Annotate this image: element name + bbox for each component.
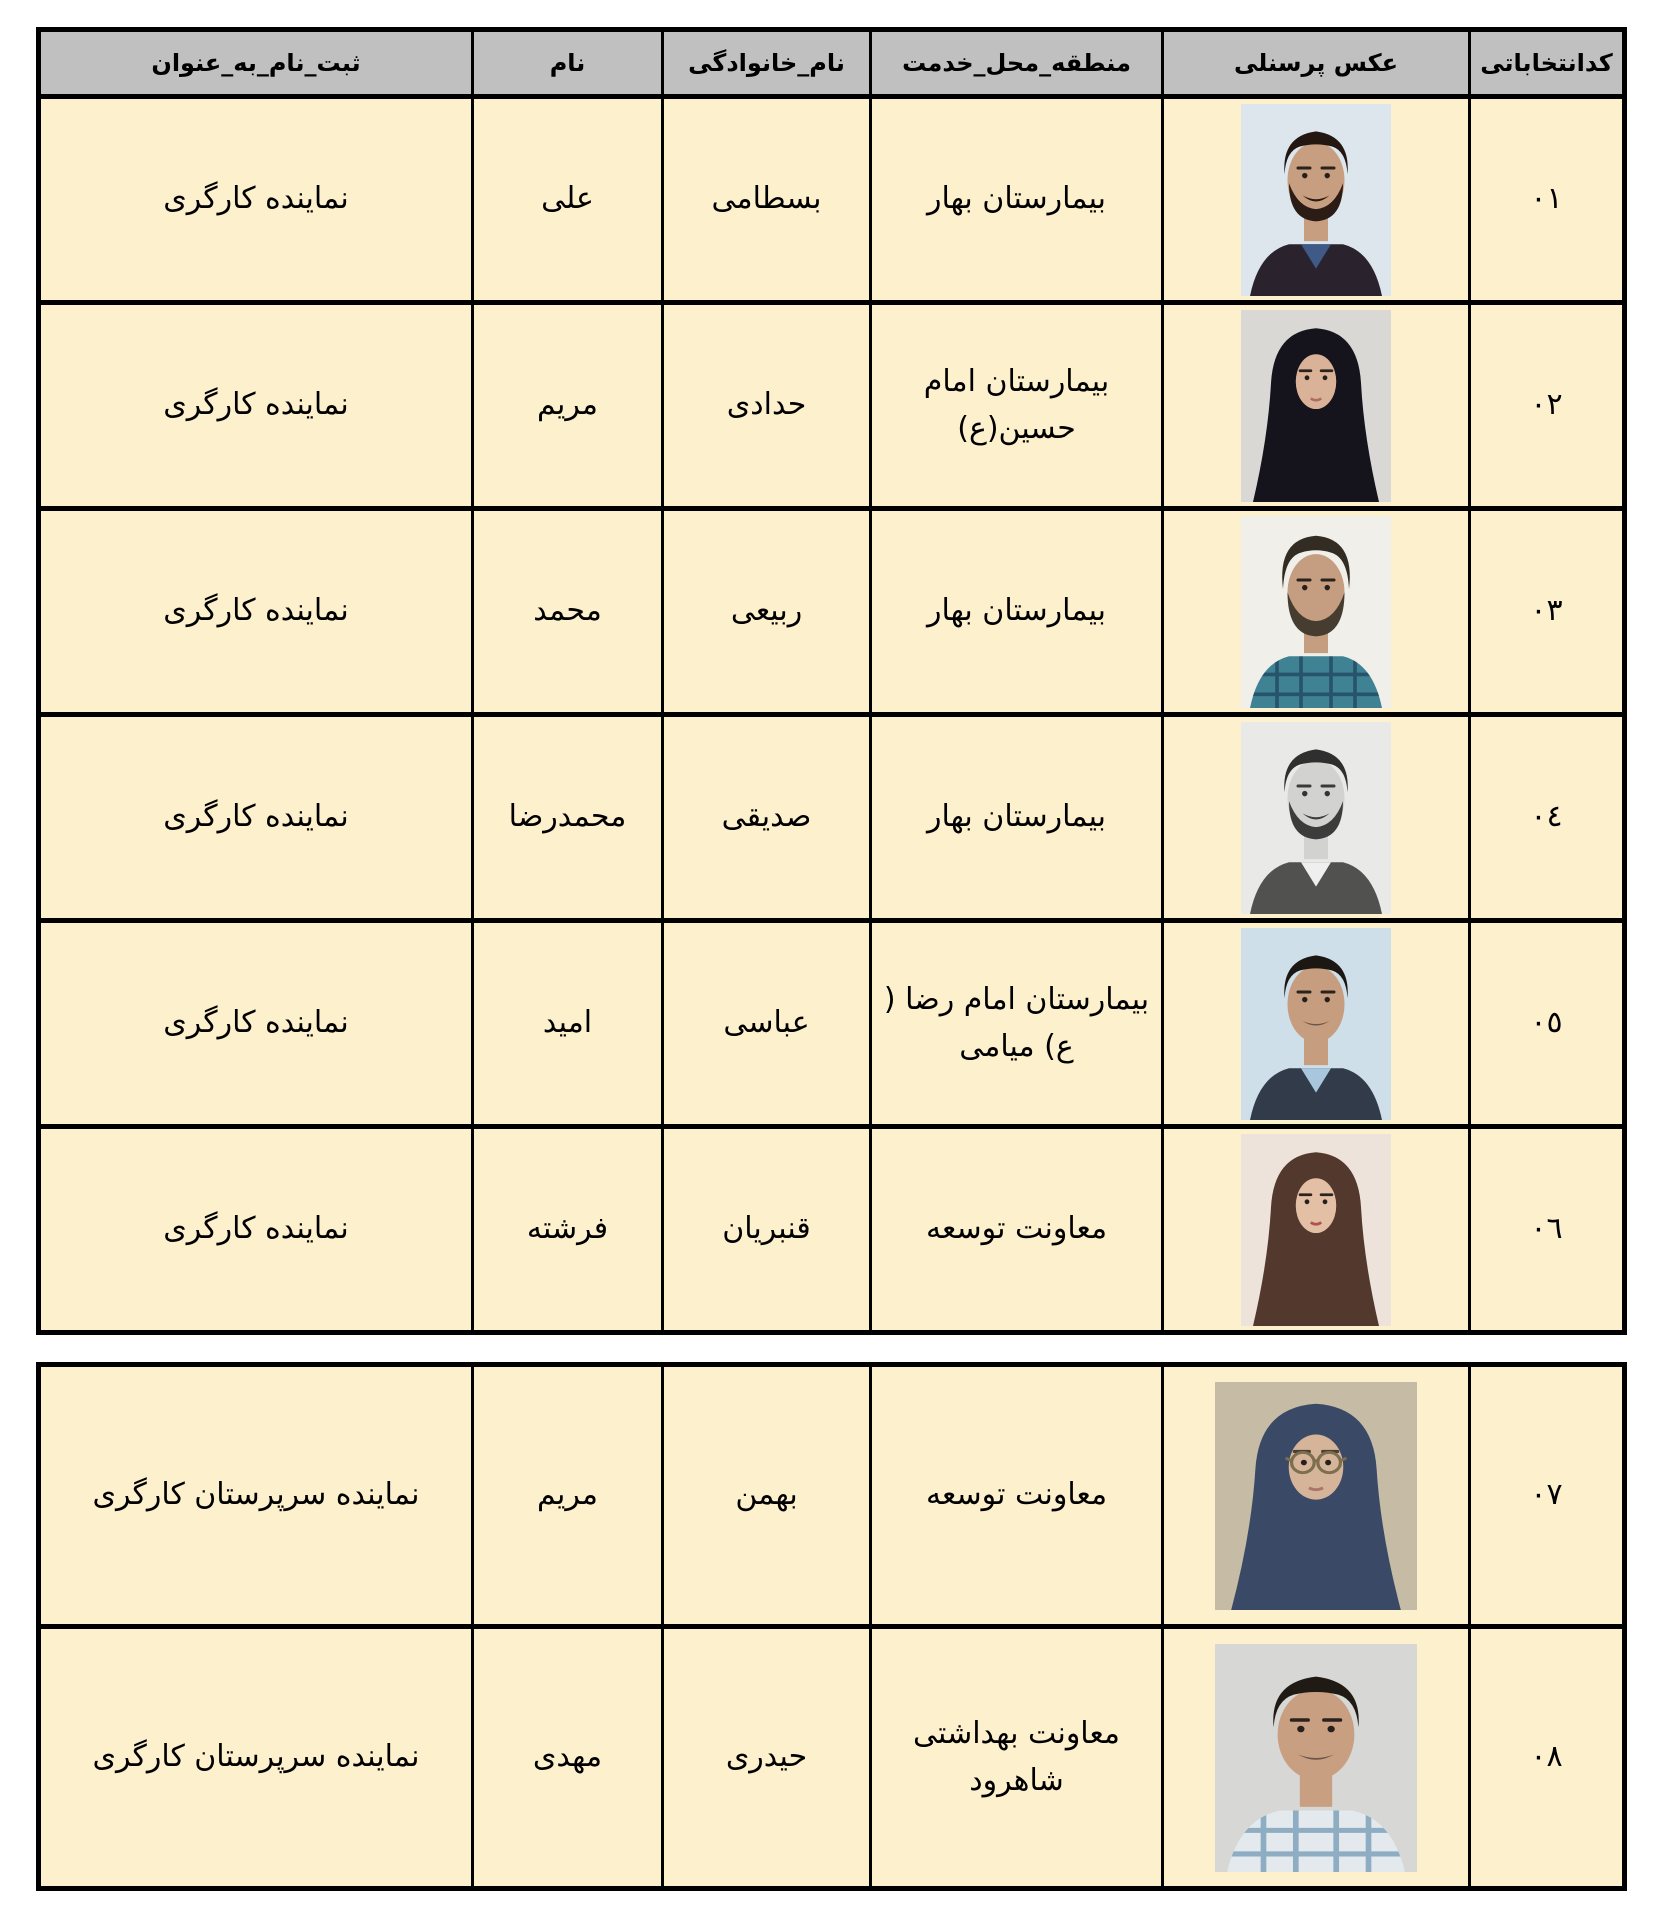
photo-cell [1163, 921, 1470, 1127]
photo-cell [1163, 97, 1470, 303]
first-name-cell: مریم [473, 303, 663, 509]
election-code-cell: ۰٦ [1470, 1127, 1625, 1333]
region-cell: معاونت توسعه [871, 1365, 1163, 1627]
header-service-region: منطقه_محل_خدمت [871, 30, 1163, 97]
photo-cell [1163, 1365, 1470, 1627]
personnel-photo [1215, 1382, 1417, 1610]
election-code-cell: ۰٤ [1470, 715, 1625, 921]
personnel-photo [1241, 722, 1391, 914]
first-name-cell: امید [473, 921, 663, 1127]
region-cell: بیمارستان بهار [871, 97, 1163, 303]
header-personnel-photo: عکس پرسنلی [1163, 30, 1470, 97]
photo-cell [1163, 1127, 1470, 1333]
region-cell: بیمارستان بهار [871, 509, 1163, 715]
header-row [39, 30, 1625, 97]
last-name-cell: بهمن [663, 1365, 871, 1627]
registered-as-cell: نماینده کارگری [39, 303, 473, 509]
photo-cell [1163, 715, 1470, 921]
region-cell: معاونت توسعه [871, 1127, 1163, 1333]
first-name-cell: فرشته [473, 1127, 663, 1333]
registered-as-cell: نماینده کارگری [39, 1127, 473, 1333]
man-portrait-illustration [1215, 1644, 1417, 1872]
table-row [39, 303, 1625, 509]
man-portrait-illustration [1241, 722, 1391, 914]
personnel-photo [1241, 104, 1391, 296]
personnel-photo [1215, 1644, 1417, 1872]
personnel-photo [1241, 928, 1391, 1120]
region-cell: بیمارستان بهار [871, 715, 1163, 921]
first-name-cell: محمدرضا [473, 715, 663, 921]
last-name-cell: حیدری [663, 1627, 871, 1889]
region-cell: بیمارستان امام رضا ( ع) میامی [871, 921, 1163, 1127]
header-first-name: نام [473, 30, 663, 97]
table-row [39, 1365, 1625, 1627]
table-row [39, 1627, 1625, 1889]
last-name-cell: عباسی [663, 921, 871, 1127]
photo-cell [1163, 509, 1470, 715]
first-name-cell: مهدی [473, 1627, 663, 1889]
registered-as-cell: نماینده کارگری [39, 921, 473, 1127]
personnel-photo [1241, 310, 1391, 502]
registration-table-1 [36, 27, 1627, 1335]
region-cell: معاونت بهداشتی شاهرود [871, 1627, 1163, 1889]
personnel-photo [1241, 516, 1391, 708]
photo-cell [1163, 303, 1470, 509]
woman-hijab-glasses-portrait-illustration [1215, 1382, 1417, 1610]
header-election-code: کدانتخاباتی [1470, 30, 1625, 97]
registered-as-cell: نماینده کارگری [39, 97, 473, 303]
woman-hijab-portrait-illustration [1241, 310, 1391, 502]
registered-as-cell: نماینده کارگری [39, 715, 473, 921]
table-row [39, 1127, 1625, 1333]
first-name-cell: علی [473, 97, 663, 303]
man-portrait-illustration [1241, 104, 1391, 296]
man-portrait-illustration [1241, 928, 1391, 1120]
last-name-cell: قنبریان [663, 1127, 871, 1333]
last-name-cell: بسطامی [663, 97, 871, 303]
man-portrait-illustration [1241, 516, 1391, 708]
header-registered-as: ثبت_نام_به_عنوان [39, 30, 473, 97]
table-row [39, 97, 1625, 303]
registered-as-cell: نماینده سرپرستان کارگری [39, 1627, 473, 1889]
registered-as-cell: نماینده سرپرستان کارگری [39, 1365, 473, 1627]
table-row [39, 509, 1625, 715]
election-code-cell: ۰٥ [1470, 921, 1625, 1127]
table-row [39, 921, 1625, 1127]
registered-as-cell: نماینده کارگری [39, 509, 473, 715]
first-name-cell: مریم [473, 1365, 663, 1627]
header-last-name: نام_خانوادگی [663, 30, 871, 97]
last-name-cell: حدادی [663, 303, 871, 509]
first-name-cell: محمد [473, 509, 663, 715]
election-code-cell: ۰۸ [1470, 1627, 1625, 1889]
photo-cell [1163, 1627, 1470, 1889]
last-name-cell: ربیعی [663, 509, 871, 715]
personnel-photo [1241, 1134, 1391, 1326]
election-code-cell: ۰۱ [1470, 97, 1625, 303]
election-code-cell: ۰۳ [1470, 509, 1625, 715]
woman-hijab-portrait-illustration [1241, 1134, 1391, 1326]
election-code-cell: ۰۲ [1470, 303, 1625, 509]
table-row [39, 715, 1625, 921]
last-name-cell: صدیقی [663, 715, 871, 921]
election-code-cell: ۰۷ [1470, 1365, 1625, 1627]
region-cell: بیمارستان امام حسین(ع) [871, 303, 1163, 509]
registration-table-2 [36, 1362, 1627, 1891]
